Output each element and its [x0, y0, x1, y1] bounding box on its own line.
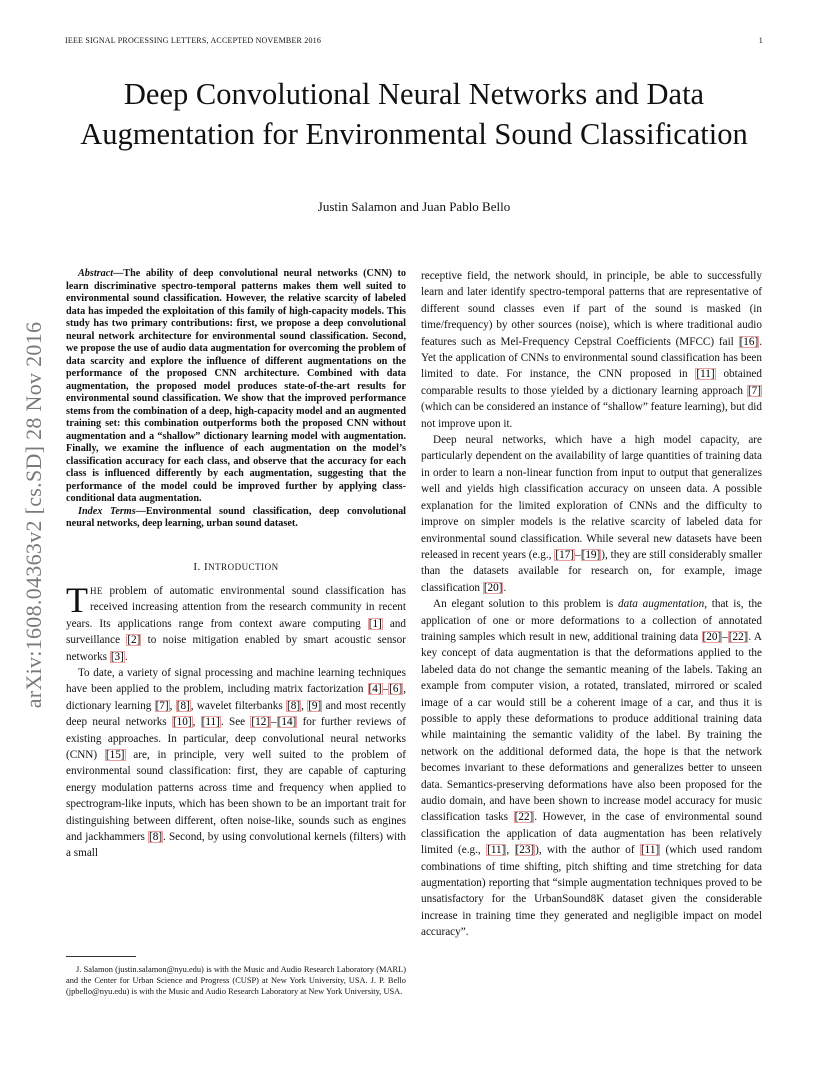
arxiv-stamp-text: arXiv:1608.04363v2 [cs.SD] 28 Nov 2016: [21, 321, 46, 709]
arxiv-stamp: [22, 280, 46, 750]
citation-link[interactable]: [8]: [149, 831, 163, 843]
index-terms-label: Index Terms: [78, 505, 136, 517]
right-paragraph-3: An elegant solution to this problem is data augmentation, that is, the application of one or more deformations to a collection of annotated training samples which result in new, additional training data [20]–[22]. A key concept of data augmentation is that the deformations applied to the labeled data do not change the semantic meaning of the labels. Taking an example from computer vision, a rotated, translated, mirrored or scaled image of a car would still be a coherent image of a car, and thus it is possible to apply these deformations to produce additional training data while maintaining the semantic validity of the label. By training the network on the additional deformed data, the hope is that the network becomes invariant to these deformations and generalizes better to unseen data. Semantics-preserving deformations have also been proposed for the audio domain, and have been shown to increase model accuracy for music classification tasks [22]. However, in the case of environmental sound classification the application of data augmentation has been relatively limited (e.g., [11], [23]), with the author of [11] (which used random combinations of time shifting, pitch shifting and time stretching for data augmentation) reporting that “simple augmentation techniques proved to be unsatisfactory for the UrbanSound8K dataset given the considerable increase in training time they generated and negligible impact on model accuracy”.: [421, 598, 763, 939]
index-terms: Index Terms—Environmental sound classification, deep convolutional neural networks, deep learning, urban sound dataset.: [66, 505, 406, 529]
journal-name: IEEE SIGNAL PROCESSING LETTERS, ACCEPTED NOVEMBER 2016: [65, 36, 322, 45]
citation-link[interactable]: [4]: [368, 683, 382, 696]
citation-link[interactable]: [8]: [287, 699, 301, 712]
citation-link[interactable]: [8]: [176, 699, 190, 712]
citation-link[interactable]: [11]: [696, 368, 715, 381]
drop-cap: T: [66, 579, 88, 620]
citation-link[interactable]: [16]: [739, 335, 759, 348]
right-paragraph-1: receptive field, the network should, in principle, be able to successfully learn and later identify spectro-temporal patterns that are representative of different sound classes even if part of the sound is masked (in time/frequency) by other sources (noise), which is where traditional audio features such as Mel-Frequency Cepstral Coefficients (MFCC) fail [16]. Yet the application of CNNs to environmental sound classification has been limited to date. For instance, the CNN proposed in [11] obtained comparable results to those yielded by a dictionary learning approach [7] (which can be considered an instance of “shallow” feature learning), but did not improve upon it.: [421, 270, 762, 430]
author-footnote: [66, 964, 406, 997]
citation-link[interactable]: [7]: [155, 699, 169, 712]
running-header: [65, 36, 763, 45]
citation-link[interactable]: [11]: [640, 844, 660, 857]
paper-authors: Justin Salamon and Juan Pablo Bello: [317, 199, 511, 214]
citation-link[interactable]: [7]: [747, 384, 761, 397]
citation-link[interactable]: [2]: [127, 634, 141, 647]
intro-paragraph-2: To date, a variety of signal processing and machine learning techniques have been applied to the problem, including matrix factorization [4]–[6], dictionary learning [7], [8], wavelet filterbanks [8], [9] and most recently deep neural networks [10], [11]. See [12]–[14] for further reviews of existing approaches. In particular, deep convolutional neural networks (CNN) [15] are, in principle, very well suited to the problem of environmental sound classification: first, they are capable of capturing energy modulation patterns across time and frequency when applied to spectrogram-like inputs, which has been shown to be an important trait for distinguishing between different, often noise-like, sounds such as engines and jackhammers [8]. Second, by using convolutional kernels (filters) with a small: [66, 666, 407, 860]
abstract-label: Abstract: [78, 268, 114, 279]
citation-link[interactable]: [17]: [555, 548, 575, 561]
citation-link[interactable]: [9]: [308, 699, 322, 712]
index-terms-text: Environmental sound classification, deep convolutional neural networks, deep learning, urban sound dataset.: [66, 505, 406, 529]
paper-title: Deep Convolutional Neural Networks and Data Augmentation for Environmental Sound Classification: [80, 77, 748, 151]
citation-link[interactable]: [15]: [105, 748, 125, 761]
intro-paragraph-1: THE problem of automatic environmental sound classification has received increasing attention from the research community in recent years. Its applications range from context aware computing [1] and surveillance [2] to noise mitigation enabled by smart acoustic sensor networks [3].: [66, 579, 406, 663]
abstract: Abstract—The ability of deep convolutional neural networks (CNN) to learn discriminative spectro-temporal patterns makes them well suited to environmental sound classification. However, the relative scarcity of labeled data has impeded the exploitation of this family of high-capacity models. This study has two primary contributions: first, we propose a deep convolutional neural network architecture for environmental sound classification. Second, we propose the use of audio data augmentation for overcoming the problem of data scarcity and explore the influence of different augmentations on the performance of the proposed CNN architecture. Combined with data augmentation, the proposed model produces state-of-the-art results for environmental sound classification. We show that the improved performance stems from the combination of a deep, high-capacity model and an augmented training set: this combination outperforms both the proposed CNN without augmentation and a “shallow” dictionary learning model with augmentation. Finally, we examine the influence of each augmentation on the model’s classification accuracy for each class, and observe that the accuracy for each class is influenced differently by each augmentation, suggesting that the performance of the model could be improved further by applying class-conditional data augmentation.: [66, 268, 406, 504]
citation-link[interactable]: [14]: [277, 716, 297, 729]
right-paragraph-2: Deep neural networks, which have a high model capacity, are particularly dependent on the availability of large quantities of training data in order to learn a non-linear function from input to output that generalizes well and yields high classification accuracy on unseen data. A possible explanation for the limited exploration of CNNs and the difficulty to improve on simpler models is the relative scarcity of labeled data for environmental sound classification. While several new datasets have been released in recent years (e.g., [17]–[19]), they are still considerably smaller than the datasets available for research on, for example, image classification [20].: [421, 434, 762, 594]
citation-link[interactable]: [23]: [515, 844, 535, 857]
citation-link[interactable]: [1]: [368, 617, 382, 630]
left-column: [66, 268, 406, 862]
citation-link[interactable]: [6]: [389, 683, 403, 696]
citation-link[interactable]: [22]: [728, 630, 748, 643]
citation-link[interactable]: [20]: [483, 581, 503, 594]
page-number: 1: [758, 36, 763, 45]
citation-link[interactable]: [11]: [201, 716, 220, 729]
citation-link[interactable]: [19]: [581, 548, 601, 561]
citation-link[interactable]: [20]: [702, 630, 722, 643]
emphasis-data-augmentation: data augmentation: [618, 598, 705, 611]
footnote-rule: [66, 956, 136, 957]
citation-link[interactable]: [3]: [110, 650, 124, 663]
right-column: [421, 268, 762, 941]
citation-link[interactable]: [22]: [514, 811, 534, 824]
citation-link[interactable]: [10]: [172, 716, 192, 729]
citation-link[interactable]: [11]: [487, 844, 506, 857]
footnote-text: J. Salamon (justin.salamon@nyu.edu) is with the Music and Audio Research Laboratory (MARL) and the Center for Urban Science and Progress (CUSP) at New York University, USA. J. P. Bello (jpbello@nyu.edu) is with the Music and Audio Research Laboratory at New York University, USA.: [66, 965, 406, 996]
section-heading-introduction: I. INTRODUCTION: [193, 560, 279, 573]
citation-link[interactable]: [12]: [251, 716, 271, 729]
abstract-text: The ability of deep convolutional neural networks (CNN) to learn discriminative spectro-temporal patterns makes them well suited to environmental sound classification. However, the relative scarcity of labeled data has impeded the exploitation of this family of high-capacity models. This study has two primary contributions: first, we propose a deep convolutional neural network architecture for environmental sound classification. Second, we propose the use of audio data augmentation for overcoming the problem of data scarcity and explore the influence of different augmentations on the performance of the proposed CNN architecture. Combined with data augmentation, the proposed model produces state-of-the-art results for environmental sound classification. We show that the improved performance stems from the combination of a deep, high-capacity model and an augmented training set: this combination outperforms both the proposed CNN without augmentation and a “shallow” dictionary learning model with augmentation. Finally, we examine the influence of each augmentation on the model’s classification accuracy for each class, and observe that the accuracy for each class is influenced differently by each augmentation, suggesting that the performance of the model could be improved further by applying class-conditional data augmentation.: [66, 268, 406, 504]
